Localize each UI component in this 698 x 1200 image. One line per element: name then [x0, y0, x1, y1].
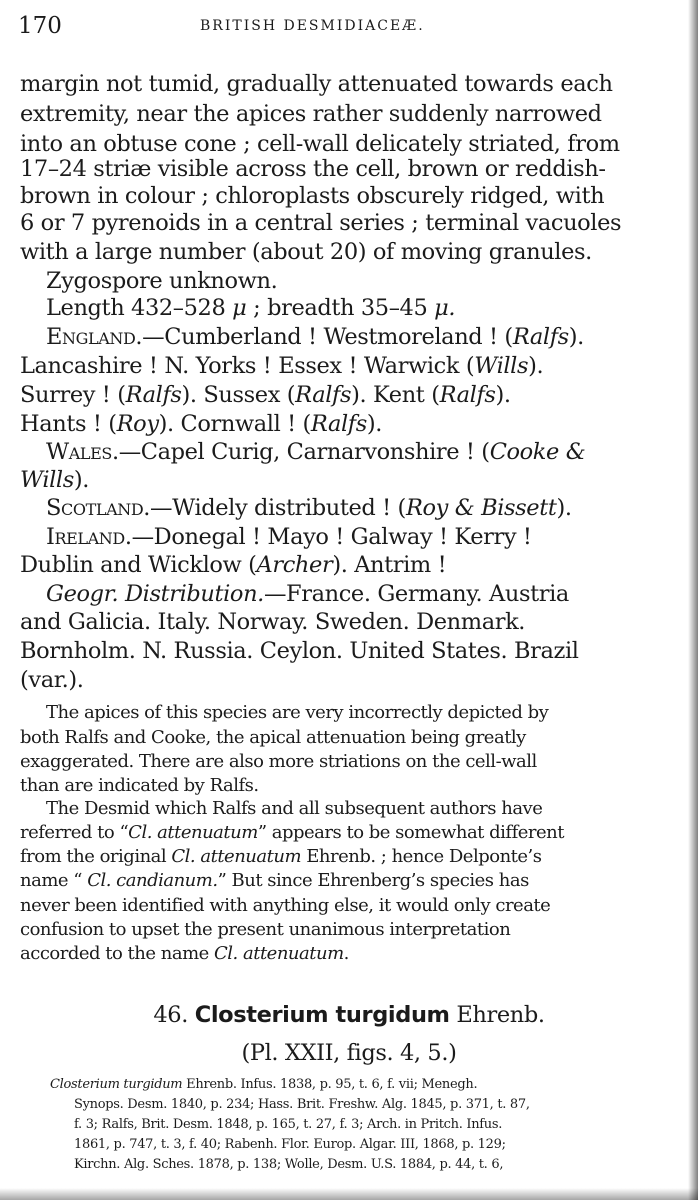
description-line: margin not tumid, gradually attenuated towards each — [20, 71, 613, 97]
england-line — [20, 384, 658, 407]
note-line — [20, 848, 658, 866]
taxon-name: Closterium turgidum — [50, 1077, 183, 1092]
note-line: The Desmid which Ralfs and all subsequent authors have — [46, 798, 543, 819]
length-label: Length 432–528 — [46, 295, 226, 321]
reference-line: Synops. Desm. 1840, p. 234; Hass. Brit. Freshw. Alg. 1845, p. 371, t. 87, — [74, 1097, 530, 1112]
note-text: referred to “ — [20, 822, 129, 843]
collector: Archer — [256, 552, 333, 578]
punctuation: ). — [568, 324, 584, 350]
page-bottom-shadow — [0, 1188, 698, 1200]
collector: Ralfs — [295, 382, 352, 408]
note-text: Ehrenb. ; hence Delponte’s — [301, 846, 542, 867]
england-text: ). Cornwall ! ( — [158, 411, 311, 437]
scotland-label: Scotland. — [46, 495, 151, 521]
collector: Ralfs — [439, 382, 496, 408]
ireland-text: ). Antrim ! — [332, 552, 447, 578]
scotland-text: —Widely distributed ! ( — [150, 495, 406, 521]
wales-line — [46, 441, 658, 464]
description-line: brown in colour ; chloroplasts obscurely ridged, with — [20, 183, 605, 209]
collector: Wills — [20, 467, 74, 493]
plate-reference: (Pl. XXII, figs. 4, 5.) — [241, 1040, 457, 1066]
note-line: than are indicated by Ralfs. — [20, 775, 259, 796]
breadth-unit: μ. — [434, 295, 456, 321]
note-line — [20, 872, 658, 890]
collector: Ralfs — [125, 382, 182, 408]
ireland-label: Ireland. — [46, 524, 132, 550]
wales-text: —Capel Curig, Carnarvonshire ! ( — [118, 439, 490, 465]
collector: Ralfs — [310, 411, 367, 437]
ireland-text: Dublin and Wicklow ( — [20, 552, 257, 578]
punctuation: . — [343, 943, 349, 964]
england-line — [46, 326, 658, 349]
note-line: both Ralfs and Cooke, the apical attenuation being greatly — [20, 727, 526, 748]
zygospore-note: Zygospore unknown. — [46, 268, 278, 294]
punctuation: ). — [556, 495, 572, 521]
collector: Ralfs — [512, 324, 569, 350]
england-text: ). Kent ( — [351, 382, 440, 408]
taxon-name: Cl. candianum. — [87, 870, 218, 891]
reference-line: 1861, p. 747, t. 3, f. 40; Rabenh. Flor. Europ. Algar. III, 1868, p. 129; — [74, 1137, 506, 1152]
note-text: ” appears to be somewhat different — [257, 822, 564, 843]
note-text: ” But since Ehrenberg’s species has — [217, 870, 529, 891]
taxon-name: Cl. attenuatum — [128, 822, 258, 843]
note-text: name “ — [20, 870, 88, 891]
geographic-distribution-line — [46, 583, 658, 606]
geographic-text: —France. Germany. Austria — [263, 581, 569, 607]
punctuation: ). — [528, 353, 544, 379]
taxon-name: Cl. attenuatum — [214, 943, 344, 964]
description-line: with a large number (about 20) of moving granules. — [20, 239, 592, 265]
geographic-distribution-line: Bornholm. N. Russia. Ceylon. United States. Brazil — [20, 638, 579, 664]
england-line — [20, 355, 658, 378]
collector: Roy & Bissett — [405, 495, 557, 521]
species-author: Ehrenb. — [456, 1002, 545, 1028]
note-line: exaggerated. There are also more striations on the cell-wall — [20, 751, 537, 772]
description-line: into an obtuse cone ; cell-wall delicately striated, from — [20, 131, 620, 157]
note-line — [20, 945, 658, 963]
reference-line: Kirchn. Alg. Sches. 1878, p. 138; Wolle, Desm. U.S. 1884, p. 44, t. 6, — [74, 1157, 504, 1172]
taxon-name: Cl. attenuatum — [171, 846, 302, 867]
note-line: The apices of this species are very incorrectly depicted by — [46, 702, 549, 723]
description-line: 6 or 7 pyrenoids in a central series ; terminal vacuoles — [20, 210, 622, 236]
geographic-distribution-line: and Galicia. Italy. Norway. Sweden. Denmark. — [20, 609, 526, 635]
note-text: from the original — [20, 846, 172, 867]
england-text: Surrey ! ( — [20, 382, 126, 408]
punctuation: ). — [495, 382, 511, 408]
page-number: 170 — [18, 13, 62, 39]
species-number: 46. — [153, 1002, 188, 1028]
measurements — [46, 297, 658, 320]
scotland-line — [46, 497, 658, 520]
length-unit: μ — [232, 295, 247, 321]
breadth-label: ; breadth 35–45 — [253, 295, 428, 321]
note-line: never been identified with anything else, it would only create — [20, 895, 551, 916]
england-text: Lancashire ! N. Yorks ! Essex ! Warwick ( — [20, 353, 475, 379]
england-text: ). Sussex ( — [181, 382, 296, 408]
description-line: extremity, near the apices rather suddenly narrowed — [20, 101, 602, 127]
note-text: accorded to the name — [20, 943, 215, 964]
page-edge-shadow — [688, 0, 698, 1200]
england-text: Hants ! ( — [20, 411, 117, 437]
punctuation: ). — [366, 411, 383, 437]
england-line — [20, 413, 658, 436]
collector: Cooke & — [489, 439, 586, 465]
ireland-line — [46, 526, 658, 549]
wales-label: Wales. — [46, 439, 119, 465]
ireland-line — [20, 554, 658, 577]
england-label: England. — [46, 324, 143, 350]
punctuation: ). — [73, 467, 90, 493]
note-line: confusion to upset the present unanimous interpretation — [20, 919, 511, 940]
running-title: BRITISH DESMIDIACEÆ. — [200, 18, 425, 34]
geographic-label: Geogr. Distribution. — [46, 581, 264, 607]
collector: Roy — [116, 411, 159, 437]
note-line — [20, 824, 658, 842]
reference-text: Ehrenb. Infus. 1838, p. 95, t. 6, f. vii; Menegh. — [182, 1077, 478, 1092]
reference-line — [50, 1078, 688, 1091]
england-text: —Cumberland ! Westmoreland ! ( — [142, 324, 513, 350]
description-line: 17–24 striæ visible across the cell, brown or reddish- — [20, 156, 606, 182]
species-name: Closterium turgidum — [194, 1002, 450, 1028]
geographic-distribution-line: (var.). — [20, 667, 84, 693]
ireland-text: —Donegal ! Mayo ! Galway ! Kerry ! — [131, 524, 532, 550]
wales-line — [20, 469, 658, 492]
collector: Wills — [474, 353, 529, 379]
species-heading — [0, 1004, 698, 1027]
reference-line: f. 3; Ralfs, Brit. Desm. 1848, p. 165, t. 27, f. 3; Arch. in Pritch. Infus. — [74, 1117, 503, 1132]
